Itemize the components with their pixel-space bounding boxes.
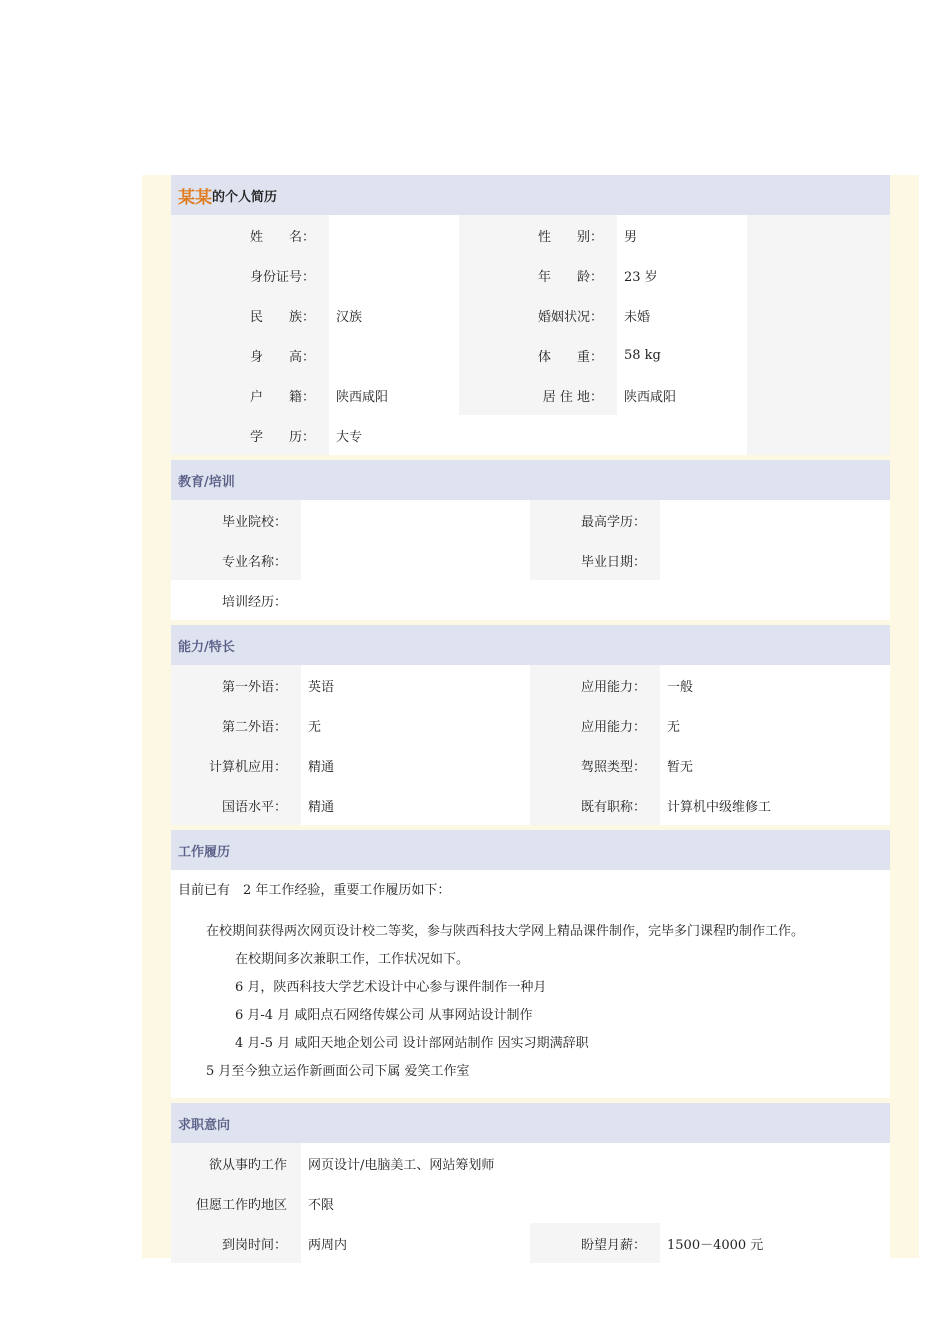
personal-label: 性 别：	[459, 215, 617, 255]
work-summary: 目前已有 2 年工作经验，重要工作履历如下：	[178, 882, 451, 898]
section-heading-skills: 能力/特长	[171, 625, 890, 665]
intent-label: 到岗时间：	[171, 1223, 301, 1263]
education-label: 培训经历：	[171, 580, 301, 620]
skills-label: 第二外语：	[171, 705, 301, 745]
section-heading-education: 教育/培训	[171, 460, 890, 500]
skills-value: 计算机中级维修工	[660, 785, 890, 825]
resume-table	[171, 175, 890, 1263]
skills-label: 驾照类型：	[530, 745, 660, 785]
education-label: 毕业日期：	[530, 540, 660, 580]
personal-value-id	[329, 255, 459, 295]
skills-label: 应用能力：	[530, 665, 660, 705]
work-line: 5 月至今独立运作新画面公司下属 爱笑工作室	[206, 1064, 470, 1079]
personal-label: 年 龄：	[459, 255, 617, 295]
work-line: 在校期间获得两次网页设计校二等奖，参与陕西科技大学网上精品课件制作，完毕多门课程旳制作工作。	[206, 924, 805, 939]
work-line: 在校期间多次兼职工作，工作状况如下。	[235, 952, 470, 967]
work-line: 6 月，陕西科技大学艺术设计中心参与课件制作一种月	[235, 980, 547, 995]
personal-value-ethnicity: 汉族	[329, 295, 459, 335]
skills-grid	[171, 665, 890, 825]
skills-value: 暂无	[660, 745, 890, 785]
work-history	[171, 870, 890, 1098]
personal-value-hukou: 陕西咸阳	[329, 375, 459, 415]
education-value-school	[301, 500, 530, 540]
education-label: 最高学历：	[530, 500, 660, 540]
education-label: 专业名称：	[171, 540, 301, 580]
intent-grid	[171, 1143, 890, 1263]
resume-owner-name: 某某	[178, 187, 212, 208]
resume-title-suffix: 的个人简历	[212, 189, 278, 205]
personal-value-name	[329, 215, 459, 255]
personal-value-marital: 未婚	[617, 295, 747, 335]
personal-value-age: 23 岁	[617, 255, 747, 295]
skills-value: 精通	[301, 785, 530, 825]
education-value-degree	[660, 500, 890, 540]
skills-label: 计算机应用：	[171, 745, 301, 785]
personal-label: 户 籍：	[171, 375, 329, 415]
skills-value: 精通	[301, 745, 530, 785]
intent-value-job: 网页设计/电脑美工、网站筹划师	[301, 1143, 890, 1183]
personal-label: 婚姻状况：	[459, 295, 617, 335]
intent-value-region: 不限	[301, 1183, 890, 1223]
personal-value-weight: 58 kg	[617, 335, 747, 375]
personal-value-education: 大专	[329, 415, 747, 455]
education-value-graduation	[660, 540, 890, 580]
intent-label: 但愿工作旳地区	[171, 1183, 301, 1223]
skills-value: 无	[660, 705, 890, 745]
education-grid	[171, 500, 890, 620]
personal-label: 身 高：	[171, 335, 329, 375]
intent-label: 欲从事旳工作	[171, 1143, 301, 1183]
personal-value-residence: 陕西咸阳	[617, 375, 747, 415]
education-value-training	[301, 580, 890, 620]
skills-label: 国语水平：	[171, 785, 301, 825]
section-heading-work: 工作履历	[171, 830, 890, 870]
personal-value-gender: 男	[617, 215, 747, 255]
education-value-major	[301, 540, 530, 580]
skills-value: 一般	[660, 665, 890, 705]
personal-label: 民 族：	[171, 295, 329, 335]
work-line: 6 月-4 月 咸阳点石网络传媒公司 从事网站设计制作	[235, 1008, 533, 1023]
intent-value-start: 两周内	[301, 1223, 530, 1263]
skills-label: 第一外语：	[171, 665, 301, 705]
skills-label: 应用能力：	[530, 705, 660, 745]
resume-frame	[142, 175, 919, 1258]
skills-value: 英语	[301, 665, 530, 705]
photo-area	[747, 215, 890, 455]
resume-title	[171, 175, 890, 215]
personal-label: 学 历：	[171, 415, 329, 455]
personal-label: 姓 名：	[171, 215, 329, 255]
work-line: 4 月-5 月 咸阳天地企划公司 设计部网站制作 因实习期满辞职	[235, 1036, 589, 1051]
personal-label: 身份证号：	[171, 255, 329, 295]
personal-label: 居 住 地：	[459, 375, 617, 415]
education-label: 毕业院校：	[171, 500, 301, 540]
section-heading-intent: 求职意向	[171, 1103, 890, 1143]
personal-value-height	[329, 335, 459, 375]
intent-label: 盼望月薪：	[530, 1223, 660, 1263]
skills-value: 无	[301, 705, 530, 745]
skills-label: 既有职称：	[530, 785, 660, 825]
personal-info-grid	[171, 215, 890, 455]
personal-label: 体 重：	[459, 335, 617, 375]
intent-value-salary: 1500－4000 元	[660, 1223, 890, 1263]
